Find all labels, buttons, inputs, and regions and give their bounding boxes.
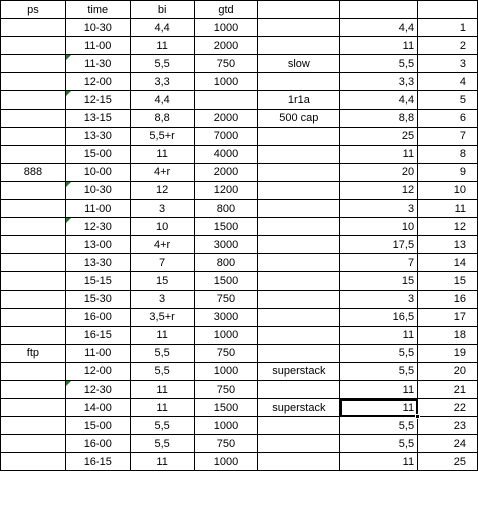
cell-note[interactable] [258, 218, 340, 236]
cell-bi[interactable]: 8,8 [130, 109, 194, 127]
cell-value[interactable]: 11 [340, 326, 418, 344]
cell-number[interactable]: 24 [418, 435, 478, 453]
cell-value[interactable]: 5,5 [340, 362, 418, 380]
table-row [1, 73, 478, 91]
cell-number[interactable]: 15 [418, 272, 478, 290]
cell-ps[interactable] [1, 55, 66, 73]
cell-value[interactable]: 11 [340, 37, 418, 55]
header-note[interactable] [258, 1, 340, 19]
cell-number[interactable]: 13 [418, 236, 478, 254]
cell-gtd[interactable]: 750 [194, 55, 258, 73]
table-row [1, 290, 478, 308]
cell-gtd[interactable]: 1500 [194, 218, 258, 236]
cell-bi[interactable]: 15 [130, 272, 194, 290]
cell-time[interactable]: 13-30 [65, 254, 130, 272]
cell-note[interactable]: superstack [258, 362, 340, 380]
cell-gtd[interactable]: 1000 [194, 417, 258, 435]
cell-gtd[interactable]: 800 [194, 254, 258, 272]
table-row [1, 453, 478, 471]
cell-time[interactable]: 15-15 [65, 272, 130, 290]
cell-value[interactable]: 10 [340, 218, 418, 236]
cell-time[interactable]: 13-15 [65, 109, 130, 127]
cell-time[interactable]: 15-00 [65, 417, 130, 435]
cell-number[interactable]: 14 [418, 254, 478, 272]
cell-time[interactable]: 12-00 [65, 73, 130, 91]
cell-note[interactable] [258, 308, 340, 326]
table-row [1, 380, 478, 398]
cell-ps[interactable] [1, 399, 66, 417]
cell-bi[interactable]: 5,5 [130, 55, 194, 73]
cell-note[interactable] [258, 290, 340, 308]
table-row [1, 127, 478, 145]
cell-number[interactable]: 25 [418, 453, 478, 471]
cell-gtd[interactable]: 800 [194, 200, 258, 218]
cell-time[interactable]: 16-15 [65, 326, 130, 344]
cell-ps[interactable] [1, 200, 66, 218]
header-bi[interactable]: bi [130, 1, 194, 19]
cell-bi[interactable]: 11 [130, 453, 194, 471]
cell-time[interactable]: 15-00 [65, 145, 130, 163]
table-row [1, 163, 478, 181]
cell-ps[interactable] [1, 326, 66, 344]
cell-bi[interactable]: 3 [130, 290, 194, 308]
cell-value[interactable]: 5,5 [340, 435, 418, 453]
cell-value[interactable]: 7 [340, 254, 418, 272]
cell-bi[interactable]: 5,5 [130, 362, 194, 380]
table-row [1, 91, 478, 109]
cell-bi[interactable]: 4+r [130, 163, 194, 181]
cell-time[interactable]: 11-00 [65, 37, 130, 55]
cell-number[interactable]: 6 [418, 109, 478, 127]
table-row [1, 181, 478, 199]
table-row [1, 145, 478, 163]
cell-ps[interactable] [1, 181, 66, 199]
cell-number[interactable]: 18 [418, 326, 478, 344]
cell-ps[interactable] [1, 236, 66, 254]
cell-note[interactable] [258, 254, 340, 272]
cell-ps[interactable] [1, 109, 66, 127]
cell-number[interactable]: 12 [418, 218, 478, 236]
cell-number[interactable]: 23 [418, 417, 478, 435]
cell-number[interactable]: 5 [418, 91, 478, 109]
cell-ps[interactable] [1, 37, 66, 55]
cell-gtd[interactable]: 3000 [194, 236, 258, 254]
cell-number[interactable]: 8 [418, 145, 478, 163]
cell-value[interactable]: 16,5 [340, 308, 418, 326]
cell-bi[interactable]: 11 [130, 380, 194, 398]
cell-bi[interactable]: 12 [130, 181, 194, 199]
cell-bi[interactable]: 11 [130, 399, 194, 417]
cell-value[interactable]: 20 [340, 163, 418, 181]
cell-value[interactable]: 11 [340, 380, 418, 398]
cell-ps[interactable] [1, 19, 66, 37]
cell-gtd[interactable]: 1500 [194, 399, 258, 417]
cell-gtd[interactable]: 1000 [194, 19, 258, 37]
cell-gtd[interactable]: 3000 [194, 308, 258, 326]
table-row [1, 399, 478, 417]
header-value[interactable] [340, 1, 418, 19]
table-row [1, 362, 478, 380]
table-row [1, 435, 478, 453]
cell-note[interactable]: 500 cap [258, 109, 340, 127]
header-number[interactable] [418, 1, 478, 19]
header-gtd[interactable]: gtd [194, 1, 258, 19]
cell-value[interactable]: 3 [340, 290, 418, 308]
cell-gtd[interactable]: 2000 [194, 163, 258, 181]
cell-note[interactable] [258, 200, 340, 218]
cell-gtd[interactable]: 1000 [194, 453, 258, 471]
cell-ps[interactable] [1, 272, 66, 290]
cell-time[interactable]: 16-00 [65, 435, 130, 453]
cell-gtd[interactable]: 1000 [194, 362, 258, 380]
cell-bi[interactable]: 5,5 [130, 417, 194, 435]
table-row [1, 254, 478, 272]
cell-time[interactable]: 13-30 [65, 127, 130, 145]
cell-gtd[interactable]: 750 [194, 290, 258, 308]
cell-note[interactable] [258, 37, 340, 55]
cell-note[interactable]: slow [258, 55, 340, 73]
cell-gtd[interactable]: 2000 [194, 109, 258, 127]
cell-number[interactable]: 7 [418, 127, 478, 145]
cell-time[interactable]: 10-30 [65, 181, 130, 199]
cell-bi[interactable]: 3,5+r [130, 308, 194, 326]
cell-value[interactable]: 4,4 [340, 91, 418, 109]
cell-ps[interactable] [1, 73, 66, 91]
cell-value[interactable]: 12 [340, 181, 418, 199]
cell-time[interactable]: 12-30 [65, 380, 130, 398]
cell-note[interactable]: superstack [258, 399, 340, 417]
table-row [1, 344, 478, 362]
cell-time[interactable]: 16-15 [65, 453, 130, 471]
cell-note[interactable] [258, 181, 340, 199]
cell-value[interactable]: 25 [340, 127, 418, 145]
cell-bi[interactable]: 4,4 [130, 91, 194, 109]
fill-handle[interactable] [415, 414, 420, 419]
cell-time[interactable]: 13-00 [65, 236, 130, 254]
cell-time[interactable]: 10-00 [65, 163, 130, 181]
cell-time[interactable]: 11-00 [65, 200, 130, 218]
cell-gtd[interactable]: 1500 [194, 272, 258, 290]
cell-value[interactable]: 15 [340, 272, 418, 290]
cell-bi[interactable]: 4+r [130, 236, 194, 254]
table-row [1, 19, 478, 37]
table-row [1, 200, 478, 218]
cell-ps[interactable] [1, 91, 66, 109]
cell-number[interactable]: 4 [418, 73, 478, 91]
cell-gtd[interactable]: 750 [194, 435, 258, 453]
table-row [1, 37, 478, 55]
cell-gtd[interactable]: 7000 [194, 127, 258, 145]
table-row [1, 55, 478, 73]
cell-note[interactable] [258, 272, 340, 290]
cell-bi[interactable]: 11 [130, 37, 194, 55]
cell-ps[interactable] [1, 308, 66, 326]
table-row [1, 308, 478, 326]
cell-ps[interactable] [1, 380, 66, 398]
table-row [1, 326, 478, 344]
cell-note[interactable] [258, 417, 340, 435]
cell-number[interactable]: 17 [418, 308, 478, 326]
cell-gtd[interactable]: 750 [194, 380, 258, 398]
cell-time[interactable]: 12-00 [65, 362, 130, 380]
table-row [1, 218, 478, 236]
cell-ps[interactable]: ftp [1, 344, 66, 362]
header-ps[interactable]: ps [1, 1, 66, 19]
header-time[interactable]: time [65, 1, 130, 19]
cell-note[interactable] [258, 127, 340, 145]
cell-bi[interactable]: 4,4 [130, 19, 194, 37]
cell-ps[interactable] [1, 127, 66, 145]
cell-gtd[interactable]: 1200 [194, 181, 258, 199]
cell-ps[interactable] [1, 254, 66, 272]
cell-ps[interactable]: 888 [1, 163, 66, 181]
cell-note[interactable] [258, 344, 340, 362]
cell-bi[interactable]: 5,5+r [130, 127, 194, 145]
cell-gtd[interactable]: 1000 [194, 73, 258, 91]
sheet-body [1, 19, 478, 471]
cell-ps[interactable] [1, 435, 66, 453]
cell-note[interactable] [258, 326, 340, 344]
cell-note[interactable] [258, 453, 340, 471]
cell-gtd[interactable]: 1000 [194, 326, 258, 344]
cell-ps[interactable] [1, 290, 66, 308]
cell-value[interactable]: 11 [340, 145, 418, 163]
cell-value[interactable]: 4,4 [340, 19, 418, 37]
cell-number[interactable]: 9 [418, 163, 478, 181]
cell-ps[interactable] [1, 145, 66, 163]
cell-gtd[interactable]: 750 [194, 344, 258, 362]
cell-note[interactable] [258, 380, 340, 398]
cell-bi[interactable]: 10 [130, 218, 194, 236]
cell-ps[interactable] [1, 417, 66, 435]
cell-bi[interactable]: 11 [130, 145, 194, 163]
cell-number[interactable]: 3 [418, 55, 478, 73]
cell-number[interactable]: 10 [418, 181, 478, 199]
cell-time[interactable]: 14-00 [65, 399, 130, 417]
cell-time[interactable]: 10-30 [65, 19, 130, 37]
table-row [1, 272, 478, 290]
cell-value[interactable]: 5,5 [340, 55, 418, 73]
cell-ps[interactable] [1, 218, 66, 236]
cell-value[interactable]: 17,5 [340, 236, 418, 254]
cell-value[interactable]: 3,3 [340, 73, 418, 91]
cell-time[interactable]: 12-30 [65, 218, 130, 236]
cell-value[interactable]: 11 [340, 399, 418, 417]
cell-number[interactable]: 20 [418, 362, 478, 380]
cell-time[interactable]: 16-00 [65, 308, 130, 326]
cell-number[interactable]: 19 [418, 344, 478, 362]
cell-value[interactable]: 5,5 [340, 417, 418, 435]
cell-number[interactable]: 11 [418, 200, 478, 218]
cell-time[interactable]: 11-00 [65, 344, 130, 362]
cell-note[interactable] [258, 236, 340, 254]
cell-time[interactable]: 15-30 [65, 290, 130, 308]
cell-value[interactable]: 11 [340, 453, 418, 471]
cell-note[interactable] [258, 145, 340, 163]
cell-number[interactable]: 21 [418, 380, 478, 398]
cell-time[interactable]: 12-15 [65, 91, 130, 109]
cell-number[interactable]: 2 [418, 37, 478, 55]
cell-bi[interactable]: 3,3 [130, 73, 194, 91]
cell-ps[interactable] [1, 362, 66, 380]
cell-note[interactable] [258, 73, 340, 91]
cell-number[interactable]: 16 [418, 290, 478, 308]
table-row [1, 417, 478, 435]
table-row [1, 109, 478, 127]
table-row [1, 236, 478, 254]
cell-bi[interactable]: 7 [130, 254, 194, 272]
cell-gtd[interactable]: 4000 [194, 145, 258, 163]
cell-value[interactable]: 8,8 [340, 109, 418, 127]
cell-value[interactable]: 3 [340, 200, 418, 218]
cell-bi[interactable]: 11 [130, 326, 194, 344]
cell-note[interactable] [258, 163, 340, 181]
cell-note[interactable]: 1r1a [258, 91, 340, 109]
cell-number[interactable]: 1 [418, 19, 478, 37]
cell-bi[interactable]: 3 [130, 200, 194, 218]
cell-note[interactable] [258, 435, 340, 453]
header-row [1, 1, 478, 19]
cell-number[interactable]: 22 [418, 399, 478, 417]
cell-gtd[interactable] [194, 91, 258, 109]
cell-gtd[interactable]: 2000 [194, 37, 258, 55]
cell-bi[interactable]: 5,5 [130, 435, 194, 453]
cell-value[interactable]: 5,5 [340, 344, 418, 362]
cell-note[interactable] [258, 19, 340, 37]
cell-bi[interactable]: 5,5 [130, 344, 194, 362]
cell-time[interactable]: 11-30 [65, 55, 130, 73]
cell-ps[interactable] [1, 453, 66, 471]
